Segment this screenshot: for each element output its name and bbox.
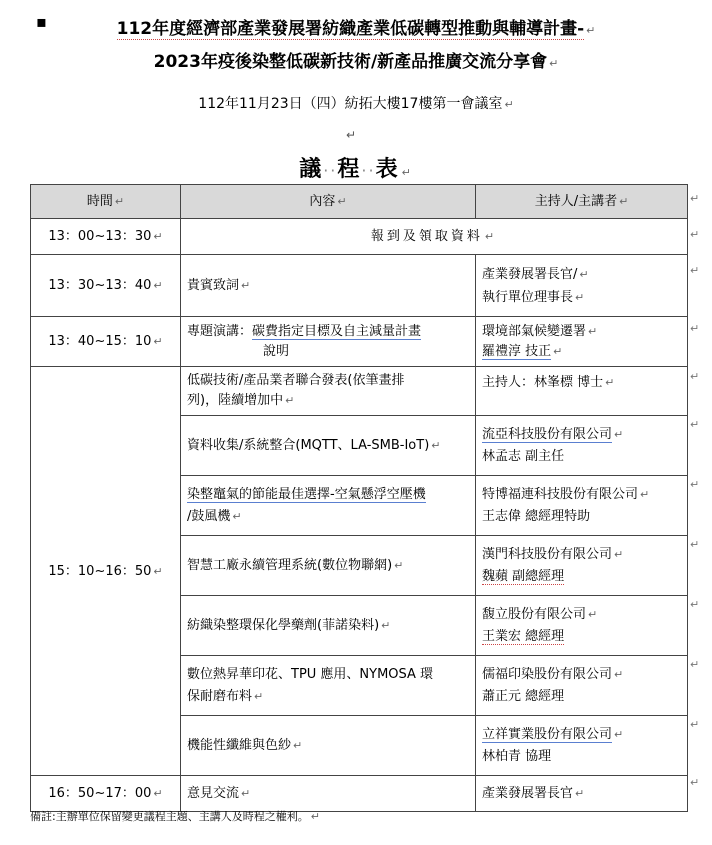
table-row-registration [31,219,688,255]
registration-cell: 報到及領取資料 ↵ [181,219,688,255]
content-cell: 機能性纖維與色紗 ↵ [181,716,476,776]
table-header-row [31,185,688,219]
header-content: 內容 ↵ [181,185,476,219]
title-line-2: 2023年疫後染整低碳新技術/新產品推廣交流分享會 ↵ [153,52,559,72]
table-row-welcome [31,255,688,317]
content-cell: 資料收集/系統整合(MQTT、LA-SMB-IoT) ↵ [181,416,476,476]
time-cell: 13：40~15：10 ↵ [31,317,181,367]
host-cell: 立祥實業股份有限公司 ↵ 林柏青 協理 [476,716,688,776]
host-cell: 馥立股份有限公司 ↵ 王業宏 總經理 [476,596,688,656]
end-of-row-mark: ↵ [690,228,700,241]
end-of-row-mark: ↵ [690,322,700,335]
host-cell: 儒福印染股份有限公司 ↵ 蕭正元 總經理 [476,656,688,716]
end-of-row-mark: ↵ [690,370,700,383]
session-row [31,367,688,416]
footnote: 備註:主辦單位保留變更議程主題、主講人及時程之權利。 ↵ [30,810,320,823]
end-of-row-mark: ↵ [690,598,700,611]
end-of-row-mark: ↵ [690,718,700,731]
content-cell: 低碳技術/產品業者聯合發表(依筆畫排 列)，陸續增加中 ↵ [181,367,476,416]
agenda-table [30,184,688,812]
title-line-1: 112年度經濟部產業發展署紡織產業低碳轉型推動與輔導計畫- ↵ [116,19,596,39]
end-of-row-mark: ↵ [690,776,700,789]
header-time: 時間 ↵ [31,185,181,219]
list-bullet: ▪ [36,12,47,31]
host-cell: 產業發展署長官/ ↵ 執行單位理事長 ↵ [476,255,688,317]
content-cell: 意見交流 ↵ [181,776,476,812]
end-of-row-mark: ↵ [690,264,700,277]
content-cell: 紡織染整環保化學藥劑(菲諾染料) ↵ [181,596,476,656]
event-date-venue: 112年11月23日（四）紡拓大樓17樓第一會議室 ↵ [198,96,514,112]
content-cell: 貴賓致詞 ↵ [181,255,476,317]
header-host: 主持人/主講者 ↵ [476,185,688,219]
table-row-keynote [31,317,688,367]
end-of-row-mark: ↵ [690,418,700,431]
time-cell: 13：30~13：40 ↵ [31,255,181,317]
time-cell: 16：50~17：00 ↵ [31,776,181,812]
host-cell: 漢門科技股份有限公司 ↵ 魏蘋 副總經理 [476,536,688,596]
paragraph-mark: ↵ [346,128,357,142]
content-cell: 專題演講：碳費指定目標及自主減量計畫 說明 [181,317,476,367]
agenda-heading: 議··程··表 ↵ [299,157,413,182]
host-cell: 主持人：林峯標 博士 ↵ [476,367,688,416]
table-row-closing [31,776,688,812]
end-of-row-mark: ↵ [690,478,700,491]
host-cell: 流亞科技股份有限公司 ↵ 林孟志 副主任 [476,416,688,476]
end-of-row-mark: ↵ [690,192,700,205]
host-cell: 產業發展署長官 ↵ [476,776,688,812]
content-cell: 智慧工廠永續管理系統(數位物聯網) ↵ [181,536,476,596]
content-cell: 染整竈氣的節能最佳選擇-空氣懸浮空壓機 /鼓風機 ↵ [181,476,476,536]
time-cell: 15：10~16：50 ↵ [31,367,181,776]
content-cell: 數位熱昇華印花、TPU 應用、NYMOSA 環 保耐磨布料 ↵ [181,656,476,716]
host-cell: 環境部氣候變遷署 ↵ 羅禮淳 技正 ↵ [476,317,688,367]
time-cell: 13：00~13：30 ↵ [31,219,181,255]
host-cell: 特博福連科技股份有限公司 ↵ 王志偉 總經理特助 [476,476,688,536]
end-of-row-mark: ↵ [690,658,700,671]
end-of-row-mark: ↵ [690,538,700,551]
